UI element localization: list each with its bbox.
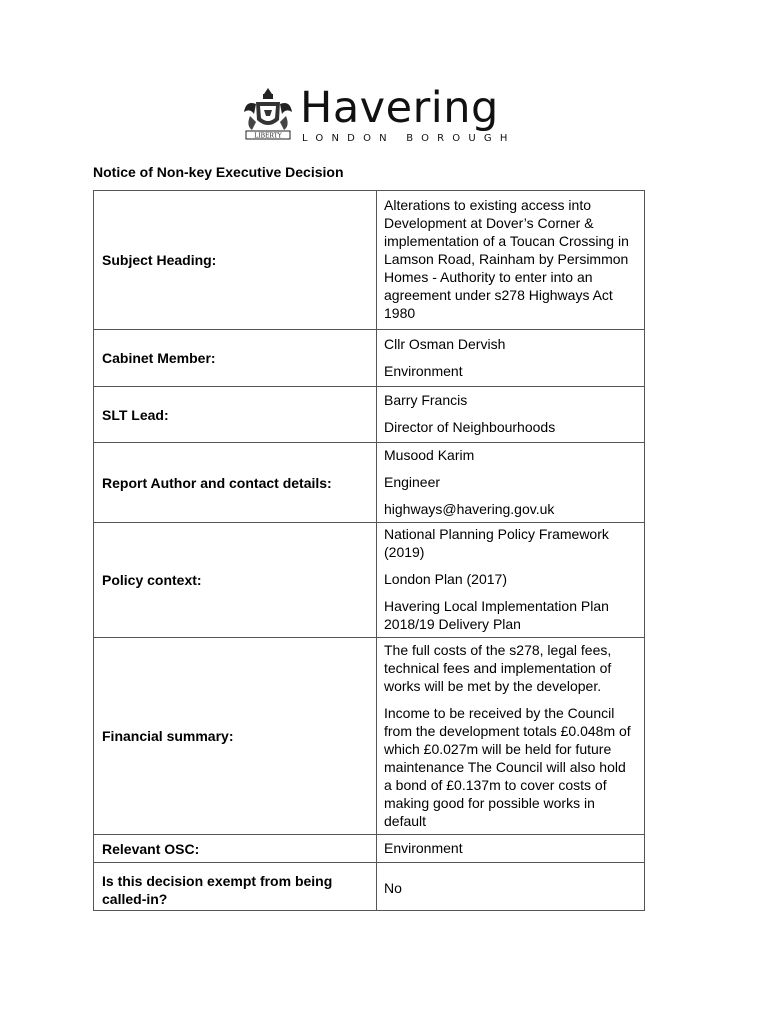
crest-motto: LIBERTY bbox=[254, 132, 282, 140]
row-relevant-osc bbox=[94, 835, 645, 863]
havering-logo bbox=[242, 83, 532, 150]
row-cabinet-member bbox=[94, 330, 645, 387]
row-policy-context bbox=[94, 523, 645, 638]
slt-lead-name: Barry Francis bbox=[384, 392, 468, 408]
cabinet-member-portfolio: Environment bbox=[384, 362, 463, 379]
borough-crest-icon bbox=[242, 86, 294, 146]
label-relevant-osc: Relevant OSC: bbox=[94, 835, 377, 863]
label-report-author: Report Author and contact details: bbox=[94, 443, 377, 523]
author-name: Musood Karim bbox=[384, 446, 475, 463]
label-slt-lead: SLT Lead: bbox=[94, 387, 377, 443]
label-financial-summary: Financial summary: bbox=[94, 638, 377, 835]
author-role: Engineer bbox=[384, 473, 441, 490]
policy-item: Havering Local Implementation Plan 2018/19 Delivery Plan bbox=[384, 598, 609, 632]
brand-subtitle: LONDON BOROUGH bbox=[302, 133, 516, 144]
slt-lead-role: Director of Neighbourhoods bbox=[384, 419, 556, 435]
label-call-in-exempt: Is this decision exempt from being called-in? bbox=[94, 863, 377, 911]
row-report-author bbox=[94, 443, 645, 523]
brand-name: Havering bbox=[300, 83, 499, 133]
label-cabinet-member: Cabinet Member: bbox=[94, 330, 377, 387]
row-slt-lead bbox=[94, 387, 645, 443]
row-subject bbox=[94, 191, 645, 330]
policy-item: National Planning Policy Framework (2019) bbox=[384, 526, 609, 560]
row-call-in-exempt bbox=[94, 863, 645, 911]
author-email: highways@havering.gov.uk bbox=[384, 500, 555, 517]
cabinet-member-name: Cllr Osman Dervish bbox=[384, 335, 506, 352]
label-policy-context: Policy context: bbox=[94, 523, 377, 638]
policy-item: London Plan (2017) bbox=[384, 571, 507, 587]
value-subject: Alterations to existing access into Development at Dover’s Corner & implementation of a Toucan Crossing in Lamson Road, Rainham by Persimmon Homes - Authority to enter into an agreement under s278 Highways Act 1980 bbox=[377, 191, 645, 330]
row-financial-summary bbox=[94, 638, 645, 835]
value-relevant-osc: Environment bbox=[377, 835, 645, 863]
financial-paragraph-1: The full costs of the s278, legal fees, technical fees and implementation of works will be met by the developer. bbox=[384, 641, 612, 694]
financial-paragraph-2: Income to be received by the Council from the development totals £0.048m of which £0.027m will be held for future maintenance The Council will also hold a bond of £0.137m to cover costs of making good for possible works in default bbox=[384, 704, 631, 829]
value-call-in-exempt: No bbox=[377, 863, 645, 911]
decision-table bbox=[93, 190, 645, 911]
page-title: Notice of Non-key Executive Decision bbox=[93, 164, 344, 180]
label-subject: Subject Heading: bbox=[94, 191, 377, 330]
